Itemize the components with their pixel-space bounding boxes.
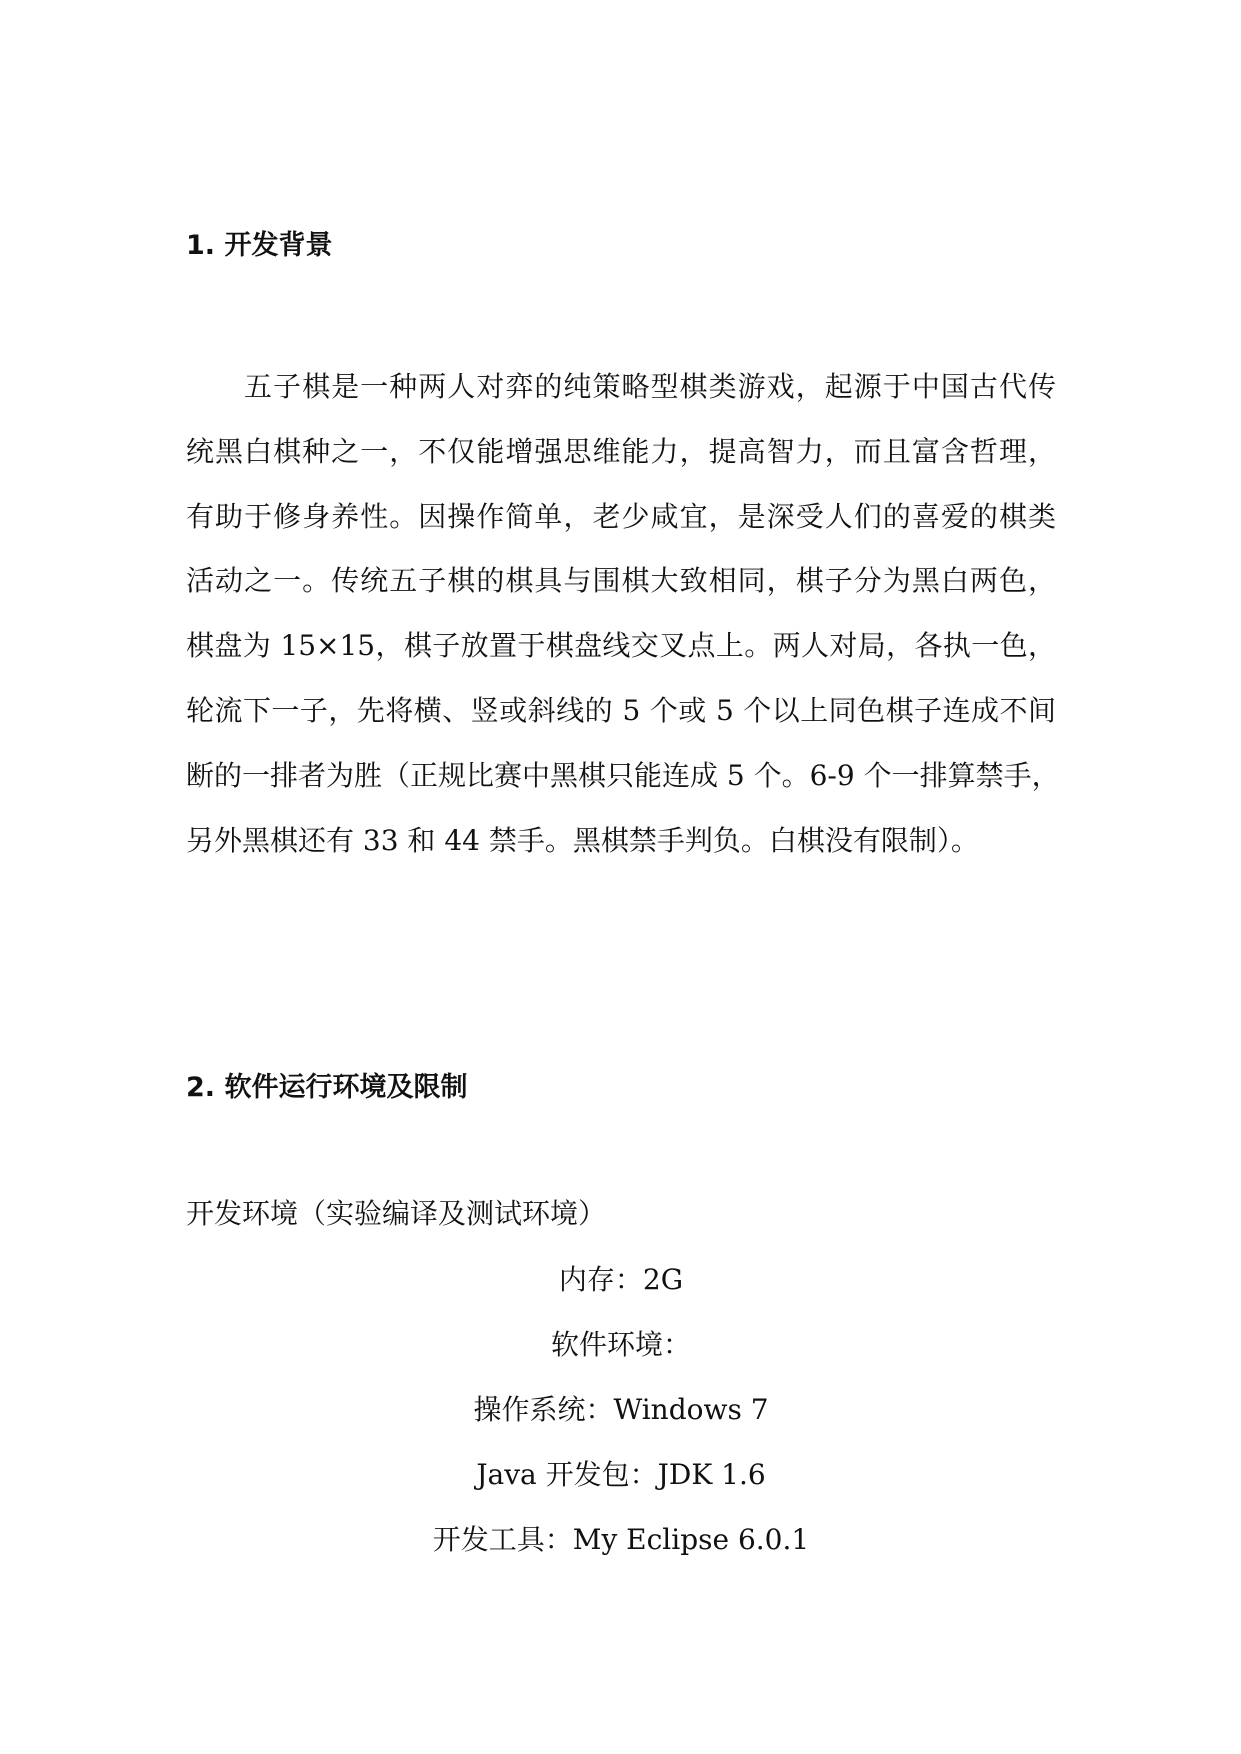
paragraph-line: 断的一排者为胜（正规比赛中黑棋只能连成 5 个。6-9 个一排算禁手， (186, 758, 1060, 792)
env-item-software: 软件环境： (550, 1328, 691, 1361)
paragraph-line: 活动之一。传统五子棋的棋具与围棋大致相同，棋子分为黑白两色， (186, 564, 1056, 598)
paragraph-line: 统黑白棋种之一，不仅能增强思维能力，提高智力，而且富含哲理， (186, 434, 1056, 468)
environment-list (186, 1260, 1056, 1585)
paragraph-line: 棋盘为 15×15，棋子放置于棋盘线交叉点上。两人对局，各执一色， (186, 629, 1056, 663)
env-item-os: 操作系统：Windows 7 (473, 1393, 769, 1426)
env-item-memory: 内存：2G (558, 1263, 684, 1296)
paragraph-line: 五子棋是一种两人对弈的纯策略型棋类游戏，起源于中国古代传 (244, 370, 1056, 403)
env-item-ide: 开发工具：My Eclipse 6.0.1 (432, 1523, 810, 1556)
env-item-jdk: Java 开发包：JDK 1.6 (476, 1458, 766, 1491)
section-heading-environment: 2. 软件运行环境及限制 (186, 1072, 468, 1103)
background-paragraph (186, 355, 1060, 873)
paragraph-line: 有助于修身养性。因操作简单，老少咸宜，是深受人们的喜爱的棋类 (186, 499, 1056, 533)
section-heading-background: 1. 开发背景 (186, 230, 333, 261)
paragraph-line: 轮流下一子，先将横、竖或斜线的 5 个或 5 个以上同色棋子连成不间 (186, 693, 1056, 727)
environment-title: 开发环境（实验编译及测试环境） (186, 1197, 607, 1230)
paragraph-line: 另外黑棋还有 33 和 44 禁手。黑棋禁手判负。白棋没有限制）。 (186, 823, 979, 857)
